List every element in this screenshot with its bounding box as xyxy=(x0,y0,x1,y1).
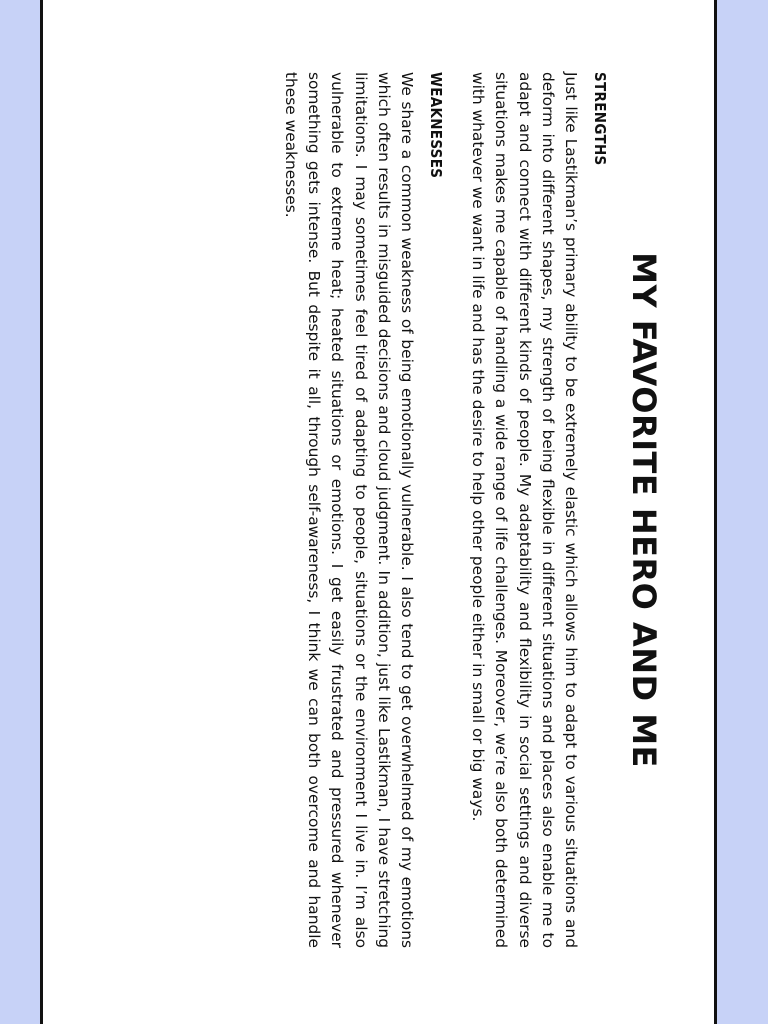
weaknesses-heading: WEAKNESSES xyxy=(426,72,445,179)
rotated-content xyxy=(72,32,692,992)
document-title: MY FAVORITE HERO AND ME xyxy=(624,252,663,768)
strengths-paragraph: Just like Lastikman’s primary ability to be extremely elastic which allows him to adapt to various situations and deform into different shapes, my strength of being flexible in different situations and places also enable me to adapt and connect with different kinds of people. My adaptability and flexibility in social settings and diverse situations makes me capable of handling a wide range of life challenges. Moreover, we’re also both determined with whatever we want in life and has the desire to help other people either in small or big ways. xyxy=(468,72,580,948)
weaknesses-paragraph: We share a common weakness of being emotionally vulnerable. I also tend to get overwhelmed of my emotions which often results in misguided decisions and cloud judgment. In addition, just like Lastikman, I have stretching limitations. I may sometimes feel tired of adapting to people, situations or the environment I live in. I’m also vulnerable to extreme heat; heated situations or emotions. I get easily frustrated and pressured whenever something gets intense. But despite it all, through self-awareness, I think we can both overcome and handle these weaknesses. xyxy=(281,72,416,948)
content-column xyxy=(278,72,691,948)
document-page xyxy=(40,0,717,1024)
strengths-heading: STRENGTHS xyxy=(590,72,609,166)
